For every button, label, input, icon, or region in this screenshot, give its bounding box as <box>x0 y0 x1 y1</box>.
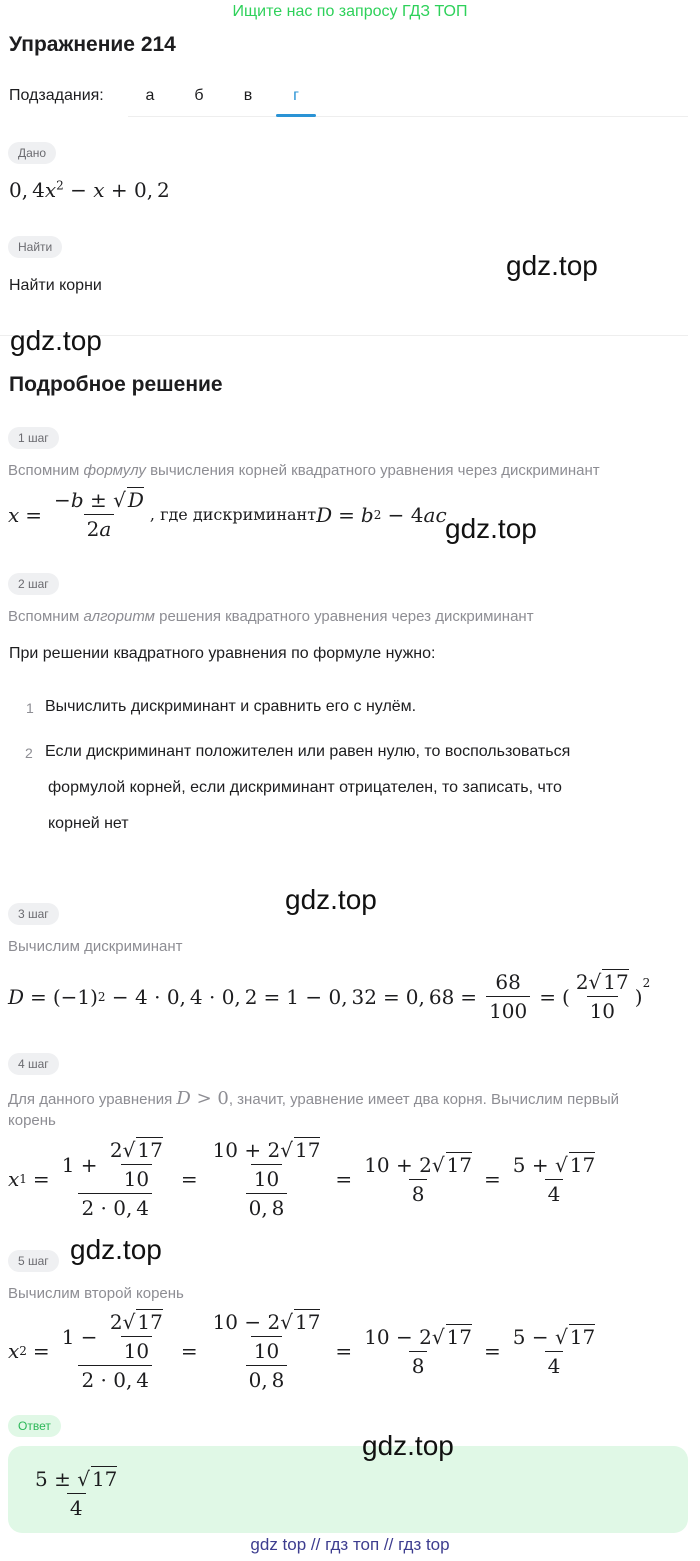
answer-expression: $\frac{5 \pm √ 17}{4}$ <box>35 1467 118 1520</box>
subtasks-label: Подзадания: <box>9 87 104 104</box>
list-item: Если дискриминант положителен или равен нулю, то воспользоваться <box>45 743 571 760</box>
find-text: Найти корни <box>9 277 102 294</box>
active-tab-indicator <box>276 114 316 117</box>
step-1-note: Вспомним формулу вычисления корней квадратного уравнения через дискриминант <box>8 462 600 479</box>
step-5-chip: 5 шаг <box>8 1250 59 1272</box>
find-chip: Найти <box>8 236 62 258</box>
step-4-chip: 4 шаг <box>8 1053 59 1075</box>
list-item: формулой корней, если дискриминант отрицателен, то записать, что <box>48 779 562 796</box>
tab-v[interactable]: в <box>243 87 253 104</box>
tab-a[interactable]: а <box>145 87 155 104</box>
second-root-calculation: x 2 = 1 − $\frac{2√ 17}{10}$ 2 · 0, 4 = $\frac{\frac{10 - 2√ 17}{10}}{0, 8}$ = $\frac{10 - 2√ 17}{8}$ = $\frac{5 - √ 17}{4}$ <box>8 1310 596 1392</box>
answer-chip: Ответ <box>8 1415 61 1437</box>
given-expression: 0, $4x^2 - x + 0$, 2 <box>9 178 170 202</box>
watermark: gdz.top <box>70 1234 162 1265</box>
step-5-note: Вычислим второй корень <box>8 1285 184 1302</box>
step-1-chip: 1 шаг <box>8 427 59 449</box>
step-4-note: корень <box>8 1112 56 1129</box>
step-2-lead: При решении квадратного уравнения по формуле нужно: <box>9 645 436 662</box>
tab-b[interactable]: б <box>194 87 204 104</box>
search-banner: Ищите нас по запросу ГДЗ ТОП <box>232 3 468 20</box>
watermark: gdz.top <box>362 1430 454 1461</box>
subtask-tabs <box>128 76 688 117</box>
watermark: gdz.top <box>285 884 377 915</box>
list-item-number: 1 <box>26 700 34 716</box>
step-3-chip: 3 шаг <box>8 903 59 925</box>
list-item: Вычислить дискриминант и сравнить его с нулём. <box>45 698 417 715</box>
page-title: Упражнение 214 <box>9 33 176 56</box>
step-3-note: Вычислим дискриминант <box>8 938 183 955</box>
given-chip: Дано <box>8 142 56 164</box>
step-2-note: Вспомним алгоритм решения квадратного уравнения через дискриминант <box>8 608 534 625</box>
list-item: корней нет <box>48 815 129 832</box>
step-2-chip: 2 шаг <box>8 573 59 595</box>
discriminant-formula: x = $\frac{-b \pm √ D}{2a}$ , где дискриминант D = b 2 − 4 ac <box>8 488 447 541</box>
step-4-note: Для данного уравнения D > 0, значит, уравнение имеет два корня. Вычислим первый <box>8 1088 620 1109</box>
watermark: gdz.top <box>506 250 598 281</box>
tab-g[interactable]: г <box>293 87 299 104</box>
watermark: gdz.top <box>445 513 537 544</box>
footer-links[interactable]: gdz top // гдз топ // гдз top <box>250 1535 450 1554</box>
first-root-calculation: x 1 = 1 + $\frac{2√ 17}{10}$ 2 · 0, 4 = $\frac{\frac{10 + 2√ 17}{10}}{0, 8}$ = $\frac{10 + 2√ 17}{8}$ = $\frac{5 + √ 17}{4}$ <box>8 1138 596 1220</box>
list-item-number: 2 <box>25 745 33 761</box>
watermark: gdz.top <box>10 325 102 356</box>
discriminant-calculation: D = (−1) 2 − 4 · 0, 4 · 0, 2 = 1 − 0, 32 = 0, 68 = $\frac{68}{100}$ = ( $\frac{2√ 17}{10}$ ) $^2$ <box>8 970 651 1023</box>
solution-title: Подробное решение <box>9 373 223 396</box>
divider <box>0 335 688 336</box>
